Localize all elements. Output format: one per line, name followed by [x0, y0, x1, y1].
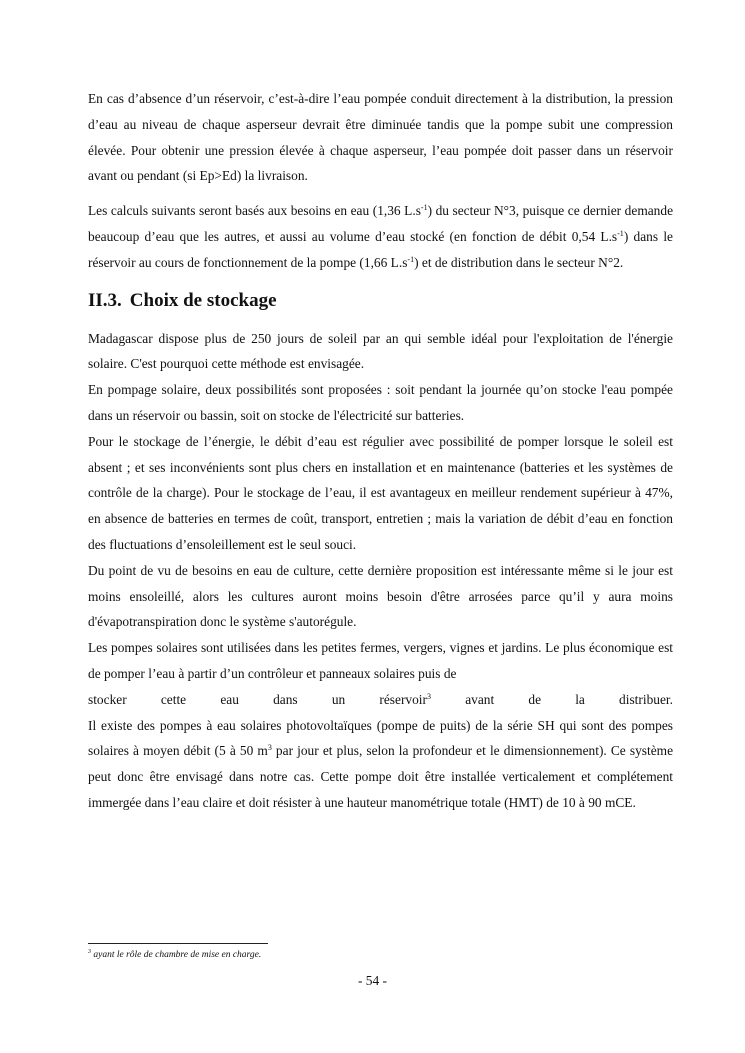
- text-run: avant de la distribuer.: [431, 691, 673, 707]
- intro-paragraph-1: En cas d’absence d’un réservoir, c’est-à-dire l’eau pompée conduit directement à la distribution, la pression d’eau au niveau de chaque asperseur devrait être diminuée tandis que la pompe subit une compression élevée. Pour obtenir une pression élevée à chaque asperseur, l’eau pompée doit passer dans un réservoir avant ou pendant (si Ep>Ed) la livraison.: [88, 91, 673, 184]
- footnote: [88, 950, 261, 960]
- section-paragraph-5: Les pompes solaires sont utilisées dans les petites fermes, vergers, vignes et jardins. Le plus économique est de pomper l’eau à partir d’un contrôleur et panneaux solaires puis de: [88, 640, 673, 681]
- text-run: Les calculs suivants seront basés aux besoins en eau (1,36 L.s: [88, 203, 421, 219]
- section-paragraph-6: [88, 713, 673, 816]
- intro-paragraph-2: [88, 198, 673, 275]
- section-heading: [88, 288, 673, 314]
- section-paragraph-2: En pompage solaire, deux possibilités sont proposées : soit pendant la journée qu’on stocke l'eau pompée dans un réservoir ou bassin, soit on stocke de l'électricité sur batteries.: [88, 382, 673, 423]
- text-run: ) du secteur N°3, puisque ce dernier demande beaucoup d’eau que les autres, et aussi au volume d’eau stocké (en fonction de débit 0,54 L.s: [88, 203, 674, 244]
- text-run: Il existe des pompes à eau solaires photovoltaïques (pompe de puits) de la série SH qui sont des pompes solaires à moyen débit (5 à 50 m: [88, 717, 673, 759]
- footnote-text: ayant le rôle de chambre de mise en charge.: [91, 950, 262, 960]
- section-paragraph-5-last-line: [88, 687, 673, 713]
- superscript: 3: [267, 743, 272, 753]
- superscript: -1: [407, 254, 415, 264]
- text-run: par jour et plus, selon la profondeur et le dimensionnement). Ce système peut donc être envisagé dans notre cas. Cette pompe doit être installée verticalement et complétement immergée dans l’eau claire et doit résister à une hauteur manométrique totale (HMT) de 10 à 90 mCE.: [88, 743, 674, 810]
- footnote-mark: 3: [88, 949, 91, 955]
- text-run: ) et de distribution dans le secteur N°2.: [414, 254, 624, 270]
- section-title: Choix de stockage: [129, 289, 277, 311]
- section-paragraph-4: Du point de vu de besoins en eau de culture, cette dernière proposition est intéressante même si le jour est moins ensoleillé, alors les cultures auront moins besoin d'être arrosées parce qu’il y aura moins d'évapotranspiration donc le système s'autorégule.: [88, 562, 673, 630]
- footnote-reference[interactable]: 3: [427, 691, 431, 701]
- section-paragraph-3: Pour le stockage de l’énergie, le débit d’eau est régulier avec possibilité de pomper lorsque le soleil est absent ; et ses inconvénients sont plus chers en installation et en maintenance (batteries et les systèmes de contrôle de la charge). Pour le stockage de l’eau, il est avantageux en meilleur rendement supérieur à 47%, en absence de batteries en termes de coût, transport, entretien ; mais la variation de débit d’eau en fonction des fluctuations d’ensoleillement est le seul souci.: [88, 433, 673, 552]
- section-number: II.3.: [88, 289, 122, 311]
- superscript: -1: [420, 203, 428, 213]
- text-run: ) dans le réservoir au cours de fonctionnement de la pompe (1,66 L.s: [88, 228, 673, 270]
- text-run: stocker cette eau dans un réservoir: [88, 691, 427, 707]
- page-body: [88, 86, 673, 816]
- section-paragraph-1: Madagascar dispose plus de 250 jours de soleil par an qui semble idéal pour l'exploitation de l'énergie solaire. C'est pourquoi cette méthode est envisagée.: [88, 330, 673, 372]
- page-number: - 54 -: [357, 973, 387, 988]
- superscript: -1: [617, 228, 624, 238]
- footnote-separator: [88, 943, 268, 944]
